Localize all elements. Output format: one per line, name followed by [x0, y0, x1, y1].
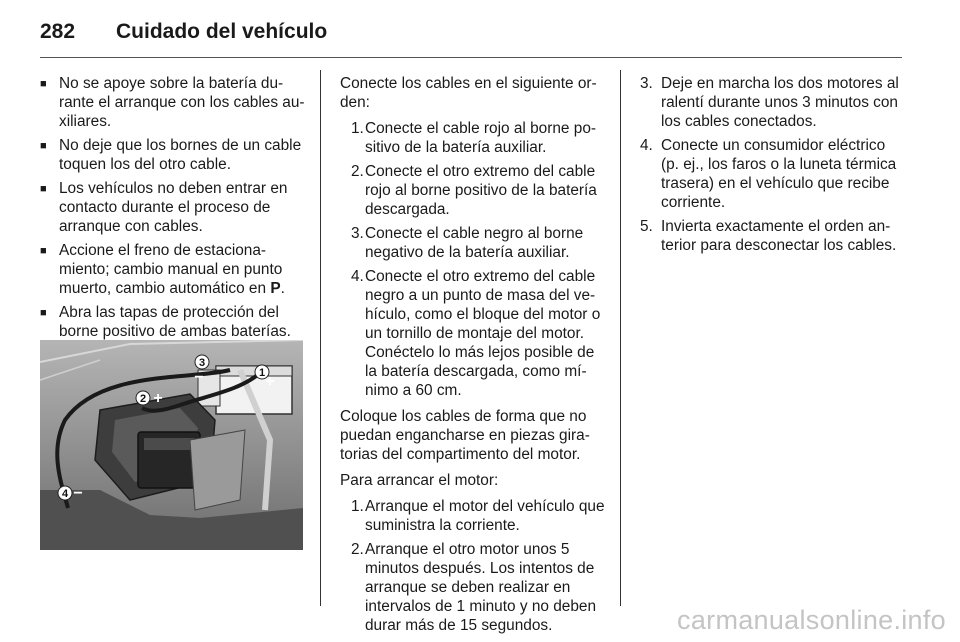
bullet-square-icon: ■: [40, 183, 47, 195]
column-2: [340, 74, 605, 642]
list-item: ■ Abra las tapas de protección del borne positivo de ambas baterías.: [40, 304, 291, 340]
svg-text:4: 4: [61, 488, 69, 500]
section-title: Cuidado del vehículo: [116, 20, 328, 43]
page-number: 282: [40, 20, 76, 43]
list-item: 4. Conecte el otro extremo del cable negro a un punto de masa del vehículo, como el bloque del motor o un tornillo de montaje del motor. Conéctelo lo más lejos posible de la batería descargada, como mínimo a 60 cm.: [351, 268, 601, 399]
start-steps: [340, 497, 605, 635]
jump-start-illustration: [40, 340, 303, 550]
column-1: [40, 74, 306, 346]
svg-text:3: 3: [198, 357, 206, 369]
list-item: 4. Conecte un consumidor eléctrico (p. ej., los faros o la luneta térmica trasera) en el vehículo que recibe corriente.: [640, 137, 897, 211]
list-item: 3. Conecte el cable negro al borne negativo de la batería auxiliar.: [351, 225, 584, 261]
gear-position-label: P: [270, 280, 281, 297]
svg-text:1: 1: [258, 367, 266, 379]
svg-text:−: −: [194, 369, 204, 386]
page-header: [40, 14, 327, 50]
list-item: ■ Los vehículos no deben entrar en contacto durante el proceso de arranque con cables.: [40, 180, 288, 235]
cable-routing-paragraph: Coloque los cables de forma que no puedan engancharse en piezas giratorias del compartimento del motor.: [340, 408, 590, 463]
bullet-square-icon: ■: [40, 245, 47, 257]
column-divider-1: [320, 70, 321, 606]
bullet-square-icon: ■: [40, 140, 47, 152]
header-rule: [40, 57, 902, 58]
svg-text:+: +: [153, 390, 163, 407]
column-3: [640, 74, 902, 262]
list-item: 1. Conecte el cable rojo al borne positivo de la batería auxiliar.: [351, 120, 597, 156]
engine-bay-drawing: [40, 340, 303, 550]
column-divider-2: [620, 70, 621, 606]
list-item: ■ No deje que los bornes de un cable toquen los del otro cable.: [40, 137, 302, 173]
intro-paragraph: Conecte los cables en el siguiente orden:: [340, 75, 597, 111]
list-item: 5. Invierta exactamente el orden anterior para desconectar los cables.: [640, 218, 897, 254]
svg-text:−: −: [73, 485, 83, 502]
svg-text:2: 2: [139, 393, 147, 405]
continuation-steps: [640, 74, 902, 255]
watermark: carmanualsonline.info: [677, 605, 946, 635]
bullet-square-icon: ■: [40, 307, 47, 319]
list-item: ■ No se apoye sobre la batería durante el arranque con los cables auxiliares.: [40, 75, 305, 130]
connection-steps: [340, 119, 605, 400]
list-item: 2. Arranque el otro motor unos 5 minutos después. Los intentos de arranque se deben realizar en intervalos de 1 minuto y no deben durar más de 15 segundos.: [351, 541, 597, 634]
bullet-square-icon: ■: [40, 78, 47, 90]
list-item: 2. Conecte el otro extremo del cable rojo al borne positivo de la batería descargada.: [351, 163, 597, 218]
list-item: 3. Deje en marcha los dos motores al ralentí durante unos 3 minutos con los cables conectados.: [640, 75, 899, 130]
list-item: ■ Accione el freno de estacionamiento; cambio manual en punto muerto, cambio automático en P.: [40, 242, 285, 297]
precaution-list: [40, 74, 306, 341]
start-engine-heading: Para arrancar el motor:: [340, 472, 499, 489]
list-item: 1. Arranque el motor del vehículo que suministra la corriente.: [351, 498, 605, 534]
svg-text:+: +: [265, 373, 275, 390]
